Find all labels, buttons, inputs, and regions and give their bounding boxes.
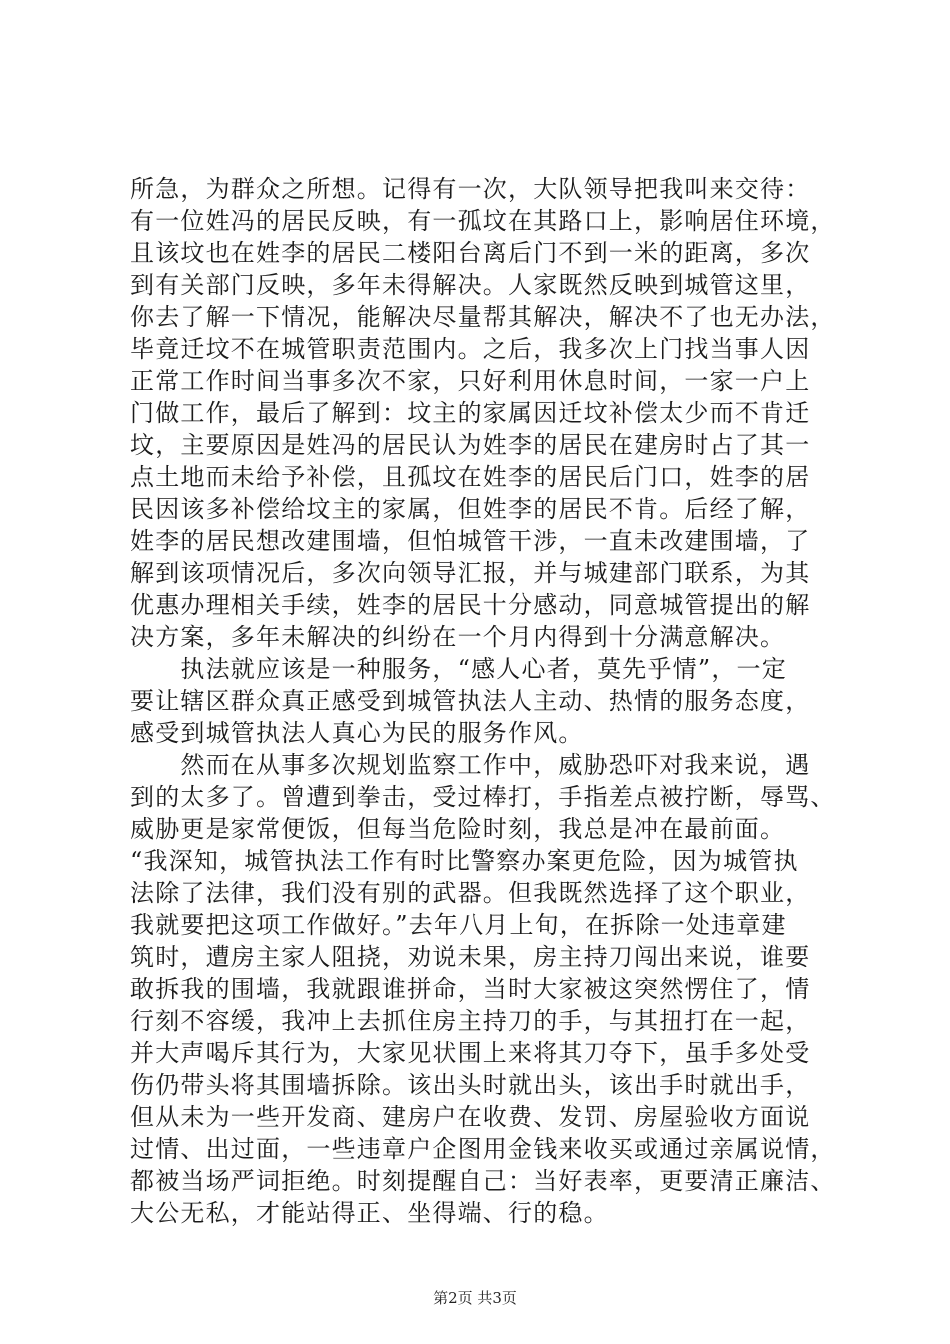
- paragraph-service-attitude: [130, 653, 830, 749]
- text-line: 都被当场严词拒绝。时刻提醒自己：当好表率，更要清正廉洁、: [130, 1167, 836, 1195]
- text-line: 姓李的居民想改建围墙，但怕城管干涉，一直未改建围墙，了: [130, 527, 811, 555]
- text-line: 但从未为一些开发商、建房户在收费、发罚、房屋验收方面说: [130, 1103, 811, 1131]
- document-body: [130, 173, 836, 1229]
- text-line: 门做工作，最后了解到：坟主的家属因迁坟补偿太少而不肯迁: [130, 399, 811, 427]
- text-line: 过情、出过面，一些违章户企图用金钱来收买或通过亲属说情，: [130, 1135, 836, 1163]
- text-line: 执法就应该是一种服务，“感人心者，莫先乎情”，一定: [130, 655, 787, 683]
- text-line: 正常工作时间当事多次不家，只好利用休息时间，一家一户上: [130, 367, 811, 395]
- paragraph-grave-dispute: [130, 173, 836, 653]
- text-line: 优惠办理相关手续，姓李的居民十分感动，同意城管提出的解: [130, 591, 811, 619]
- text-line: 你去了解一下情况，能解决尽量帮其解决，解决不了也无办法，: [130, 303, 836, 331]
- text-line: 决方案，多年未解决的纠纷在一个月内得到十分满意解决。: [130, 623, 786, 651]
- text-line: 敢拆我的围墙，我就跟谁拼命，当时大家被这突然愣住了，情: [130, 975, 811, 1003]
- text-line: 有一位姓冯的居民反映，有一孤坟在其路口上，影响居住环境，: [130, 207, 836, 235]
- text-line: “我深知，城管执法工作有时比警察办案更危险，因为城管执: [130, 847, 799, 875]
- text-line: 解到该项情况后，多次向领导汇报，并与城建部门联系，为其: [130, 559, 811, 587]
- text-line: 伤仍带头将其围墙拆除。该出头时就出头，该出手时就出手，: [130, 1071, 811, 1099]
- text-line: 所急，为群众之所想。记得有一次，大队领导把我叫来交待：: [130, 175, 811, 203]
- text-line: 然而在从事多次规划监察工作中，威胁恐吓对我来说，遇: [130, 751, 811, 779]
- text-line: 点土地而未给予补偿，且孤坟在姓李的居民后门口，姓李的居: [130, 463, 811, 491]
- text-line: 民因该多补偿给坟主的家属，但姓李的居民不肯。后经了解，: [130, 495, 811, 523]
- page-number-label: 第2页 共3页: [433, 1289, 517, 1307]
- text-line: 法除了法律，我们没有别的武器。但我既然选择了这个职业，: [130, 879, 811, 907]
- text-line: 我就要把这项工作做好。”去年八月上旬，在拆除一处违章建: [130, 911, 787, 939]
- text-line: 毕竟迁坟不在城管职责范围内。之后，我多次上门找当事人因: [130, 335, 811, 363]
- paragraph-facing-danger: [130, 749, 836, 1229]
- text-line: 筑时，遭房主家人阻挠，劝说未果，房主持刀闯出来说，谁要: [130, 943, 811, 971]
- text-line: 行刻不容缓，我冲上去抓住房主持刀的手，与其扭打在一起，: [130, 1007, 811, 1035]
- text-line: 坟，主要原因是姓冯的居民认为姓李的居民在建房时占了其一: [130, 431, 811, 459]
- text-line: 感受到城管执法人真心为民的服务作风。: [130, 719, 584, 747]
- text-line: 威胁更是家常便饭，但每当危险时刻，我总是冲在最前面。: [130, 815, 786, 843]
- text-line: 大公无私，才能站得正、坐得端、行的稳。: [130, 1199, 609, 1227]
- text-line: 并大声喝斥其行为，大家见状围上来将其刀夺下，虽手多处受: [130, 1039, 811, 1067]
- text-line: 到有关部门反映，多年未得解决。人家既然反映到城管这里，: [130, 271, 811, 299]
- page-footer: [0, 1288, 950, 1308]
- text-line: 到的太多了。曾遭到拳击，受过棒打，手指差点被拧断，辱骂、: [130, 783, 836, 811]
- text-line: 且该坟也在姓李的居民二楼阳台离后门不到一米的距离，多次: [130, 239, 811, 267]
- text-line: 要让辖区群众真正感受到城管执法人主动、热情的服务态度，: [130, 687, 811, 715]
